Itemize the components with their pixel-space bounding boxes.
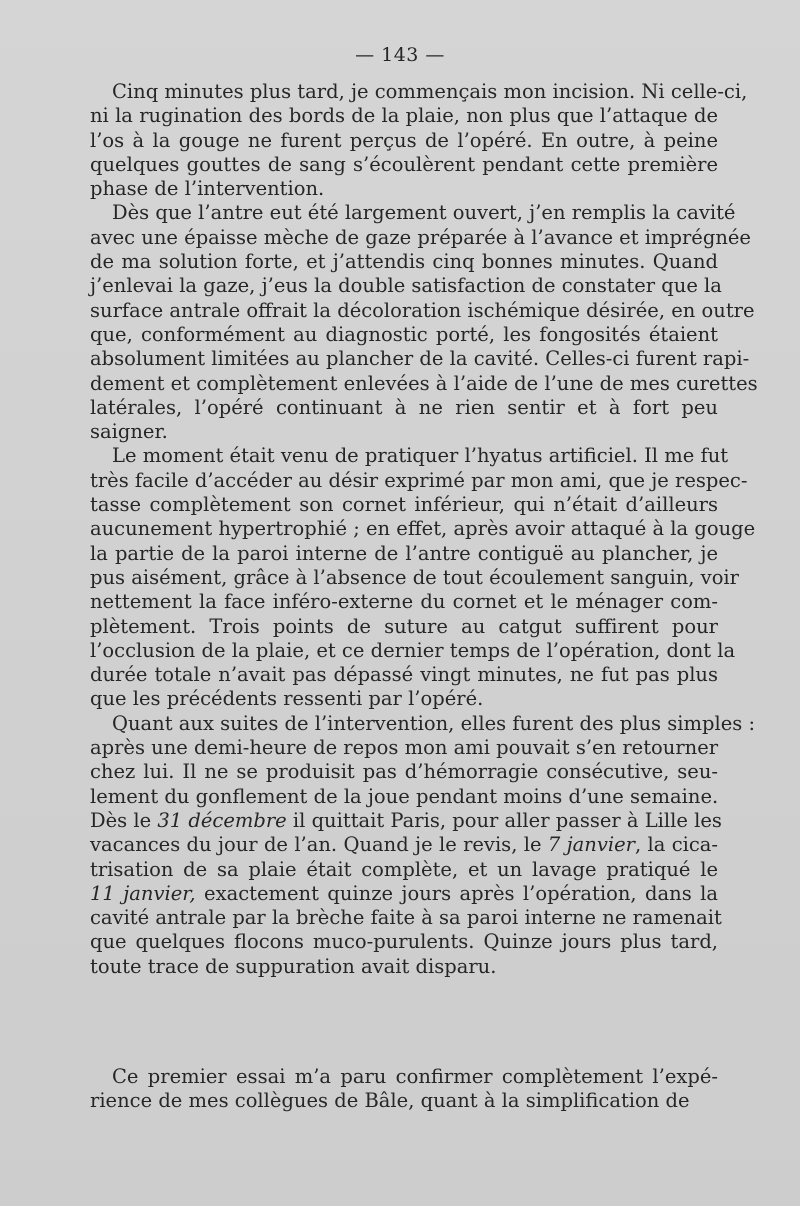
italic-date: 7 janvier [547,833,635,857]
text-line: absolument limitées au plancher de la cavité. Celles-ci furent rapi- [90,347,750,371]
text-line: quelques gouttes de sang s’écoulèrent pendant cette première [90,152,718,176]
text-line: lement du gonflement de la joue pendant moins d’une semaine. [90,784,719,808]
text-line: rience de mes collègues de Bâle, quant à la simplification de [90,1089,690,1113]
italic-date: 11 janvier, [90,881,196,905]
text-line: dement et complètement enlevées à l’aide de l’une de mes curettes [90,371,758,395]
text-line: l’occlusion de la plaie, et ce dernier temps de l’opération, dont la [90,638,736,662]
italic-date: 31 décembre [157,808,287,832]
text-line: phase de l’intervention. [90,177,325,201]
paragraph-1 [90,80,748,201]
paragraph-5 [90,1065,718,1114]
text-line: j’enlevai la gaze, j’eus la double satisfaction de constater que la [90,274,722,298]
paragraph-2 [90,201,758,444]
text-segment: Dès le [90,808,158,832]
text-segment: vacances du jour de l’an. Quand je le revis, le [90,833,548,857]
text-line [90,833,718,857]
text-line: trisation de sa plaie était complète, et un lavage pratiqué le [90,857,718,881]
text-line: cavité antrale par la brèche faite à sa paroi interne ne ramenait [90,906,722,930]
text-line: latérales, l’opéré continuant à ne rien sentir et à fort peu [90,395,718,419]
paragraph-4 [90,711,756,979]
text-line: pus aisément, grâce à l’absence de tout écoulement sanguin, voir [90,565,739,589]
text-line: toute trace de suppuration avait disparu. [90,954,497,978]
text-line: Dès que l’antre eut été largement ouvert, j’en remplis la cavité [112,201,736,225]
text-line: plètement. Trois points de suture au catgut suffirent pour [90,614,718,638]
text-line: nettement la face inféro-externe du cornet et le ménager com- [90,590,718,614]
text-segment: exactement quinze jours après l’opération, dans la [195,881,718,905]
text-line: Quant aux suites de l’intervention, elles furent des plus simples : [112,711,756,735]
text-line: que les précédents ressenti par l’opéré. [90,687,484,711]
text-line: de ma solution forte, et j’attendis cinq bonnes minutes. Quand [90,250,718,274]
text-line: durée totale n’avait pas dépassé vingt minutes, ne fut pas plus [90,663,718,687]
text-line: saigner. [90,420,168,444]
text-line: surface antrale offrait la décoloration ischémique désirée, en outre [90,298,755,322]
paragraph-3 [90,444,756,711]
text-line: tasse complètement son cornet inférieur, qui n’était d’ailleurs [90,493,718,517]
text-line: chez lui. Il ne se produisit pas d’hémorragie consécutive, seu- [90,760,718,784]
page-number: — 143 — [355,44,445,66]
text-line: après une demi-heure de repos mon ami pouvait s’en retourner [90,736,719,760]
text-line: très facile d’accéder au désir exprimé par mon ami, que je respec- [90,468,748,492]
text-line: avec une épaisse mèche de gaze préparée à l’avance et imprégnée [90,225,751,249]
text-line: ni la rugination des bords de la plaie, non plus que l’attaque de [90,104,718,128]
text-segment: il quittait Paris, pour aller passer à Lille les [286,808,722,832]
text-line [90,882,718,906]
text-line: l’os à la gouge ne furent perçus de l’opéré. En outre, à peine [90,128,718,152]
text-line [90,808,722,833]
text-line: la partie de la paroi interne de l’antre contiguë au plancher, je [90,541,718,565]
body-text [90,80,758,1114]
text-line: Ce premier essai m’a paru confirmer complètement l’expé- [112,1064,718,1088]
text-line: que quelques flocons muco-purulents. Quinze jours plus tard, [90,930,718,954]
text-segment: , la cica- [634,833,718,857]
text-line: aucunement hypertrophié ; en effet, après avoir attaqué à la gouge [90,517,756,541]
text-line: que, conformément au diagnostic porté, les fongosités étaient [90,322,718,346]
text-line: Le moment était venu de pratiquer l’hyatus artificiel. Il me fut [112,444,729,468]
text-line: Cinq minutes plus tard, je commençais mon incision. Ni celle-ci, [112,80,748,103]
